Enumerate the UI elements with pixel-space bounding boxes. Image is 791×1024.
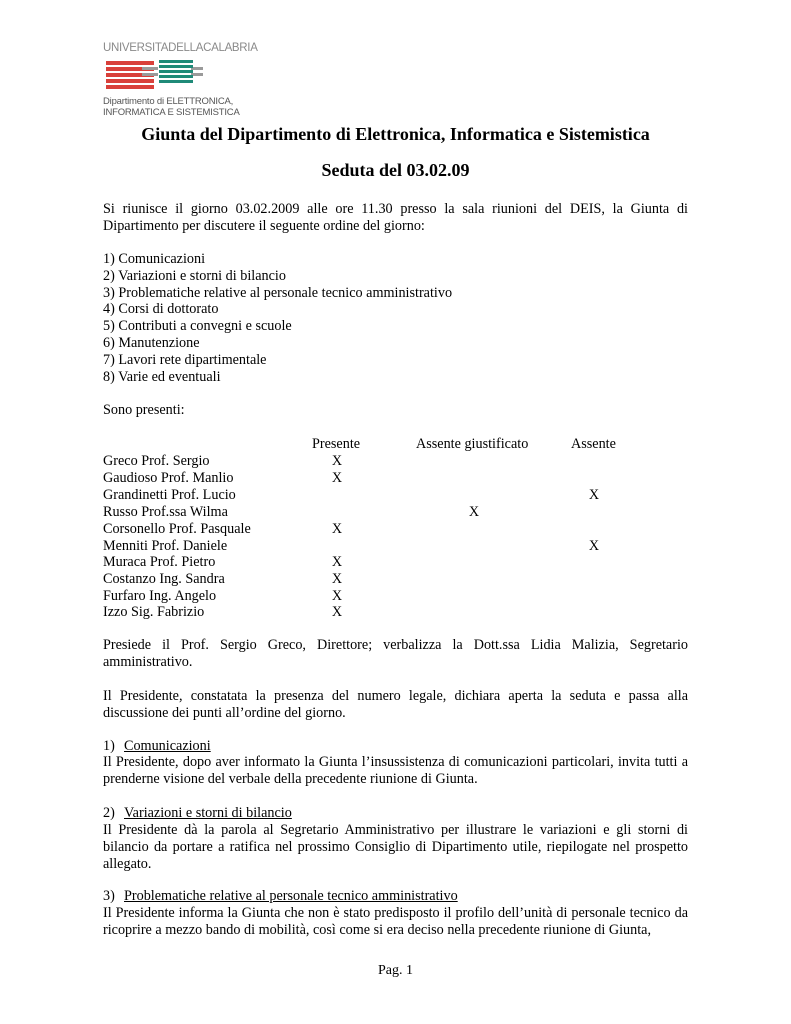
university-logo <box>103 40 263 120</box>
logo-teal-bars <box>159 60 193 83</box>
member-name: Corsonello Prof. Pasquale <box>103 521 251 537</box>
header-presente: Presente <box>312 436 361 452</box>
member-name: Russo Prof.ssa Wilma <box>103 504 228 520</box>
member-name: Greco Prof. Sergio <box>103 453 210 469</box>
presence-label: Sono presenti: <box>103 402 185 418</box>
mark-presente: X <box>331 470 343 486</box>
agenda-item: 6) Manutenzione <box>103 334 200 351</box>
header-assente: Assente <box>571 436 616 452</box>
mark-assente: X <box>588 538 600 554</box>
section-heading <box>103 738 211 755</box>
member-name: Muraca Prof. Pietro <box>103 554 216 570</box>
opening-paragraph: Il Presidente, constatata la presenza del numero legale, dichiara aperta la seduta e passa alla discussione dei punti all’ordine del giorno. <box>103 688 688 721</box>
chair-paragraph: Presiede il Prof. Sergio Greco, Direttore; verbalizza la Dott.ssa Lidia Malizia, Segretario amministrativo. <box>103 637 688 670</box>
mark-giustificato: X <box>468 504 480 520</box>
member-name: Izzo Sig. Fabrizio <box>103 604 205 620</box>
mark-presente: X <box>331 521 343 537</box>
logo-university-text: UNIVERSITADELLACALABRIA <box>103 42 258 54</box>
section-body: Il Presidente dà la parola al Segretario Amministrativo per illustrare le variazioni e gli storni di bilancio da portare a ratifica nel prossimo Consiglio di Dipartimento utile, riepilogate nel prospetto allegato. <box>103 822 688 872</box>
section-number: 1) <box>103 738 115 754</box>
mark-presente: X <box>331 571 343 587</box>
section-title: Comunicazioni <box>124 738 211 754</box>
member-name: Gaudioso Prof. Manlio <box>103 470 234 486</box>
section-number: 2) <box>103 805 115 821</box>
mark-presente: X <box>331 554 343 570</box>
mark-presente: X <box>331 604 343 620</box>
logo-dept-line2: INFORMATICA E SISTEMISTICA <box>103 107 240 118</box>
agenda-item: 2) Variazioni e storni di bilancio <box>103 267 286 284</box>
mark-assente: X <box>588 487 600 503</box>
member-name: Menniti Prof. Daniele <box>103 538 228 554</box>
section-heading <box>103 888 458 905</box>
mark-presente: X <box>331 588 343 604</box>
agenda-item: 8) Varie ed eventuali <box>103 368 221 385</box>
section-title: Variazioni e storni di bilancio <box>124 805 292 821</box>
agenda-item: 4) Corsi di dottorato <box>103 301 219 318</box>
section-body: Il Presidente informa la Giunta che non è stato predisposto il profilo dell’unità di personale tecnico da ricoprire a mezzo bando di mobilità, così come si era deciso nella precedente riunione di Giunta, <box>103 905 688 938</box>
agenda-item: 3) Problematiche relative al personale tecnico amministrativo <box>103 284 453 301</box>
section-title: Problematiche relative al personale tecnico amministrativo <box>124 888 458 904</box>
agenda-item: 5) Contributi a convegni e scuole <box>103 318 292 335</box>
mark-presente: X <box>331 453 343 469</box>
page-number: Pag. 1 <box>378 963 413 978</box>
header-assente-giustificato: Assente giustificato <box>416 436 529 452</box>
agenda-list <box>103 251 452 385</box>
section-number: 3) <box>103 888 115 904</box>
member-name: Costanzo Ing. Sandra <box>103 571 225 587</box>
section-heading <box>103 805 292 822</box>
member-name: Furfaro Ing. Angelo <box>103 588 217 604</box>
agenda-item: 7) Lavori rete dipartimentale <box>103 351 267 368</box>
meeting-date-title: Seduta del 03.02.09 <box>321 160 470 180</box>
document-title: Giunta del Dipartimento di Elettronica, Informatica e Sistemistica <box>141 124 650 144</box>
intro-paragraph: Si riunisce il giorno 03.02.2009 alle ore 11.30 presso la sala riunioni del DEIS, la Giunta di Dipartimento per discutere il seguente ordine del giorno: <box>103 201 688 234</box>
member-name: Grandinetti Prof. Lucio <box>103 487 236 503</box>
logo-dept-line1: Dipartimento di ELETTRONICA, <box>103 96 234 107</box>
agenda-item: 1) Comunicazioni <box>103 251 206 267</box>
section-body: Il Presidente, dopo aver informato la Giunta l’insussistenza di comunicazioni particolari, invita tutti a prenderne visione del verbale della precedente riunione di Giunta. <box>103 754 688 787</box>
